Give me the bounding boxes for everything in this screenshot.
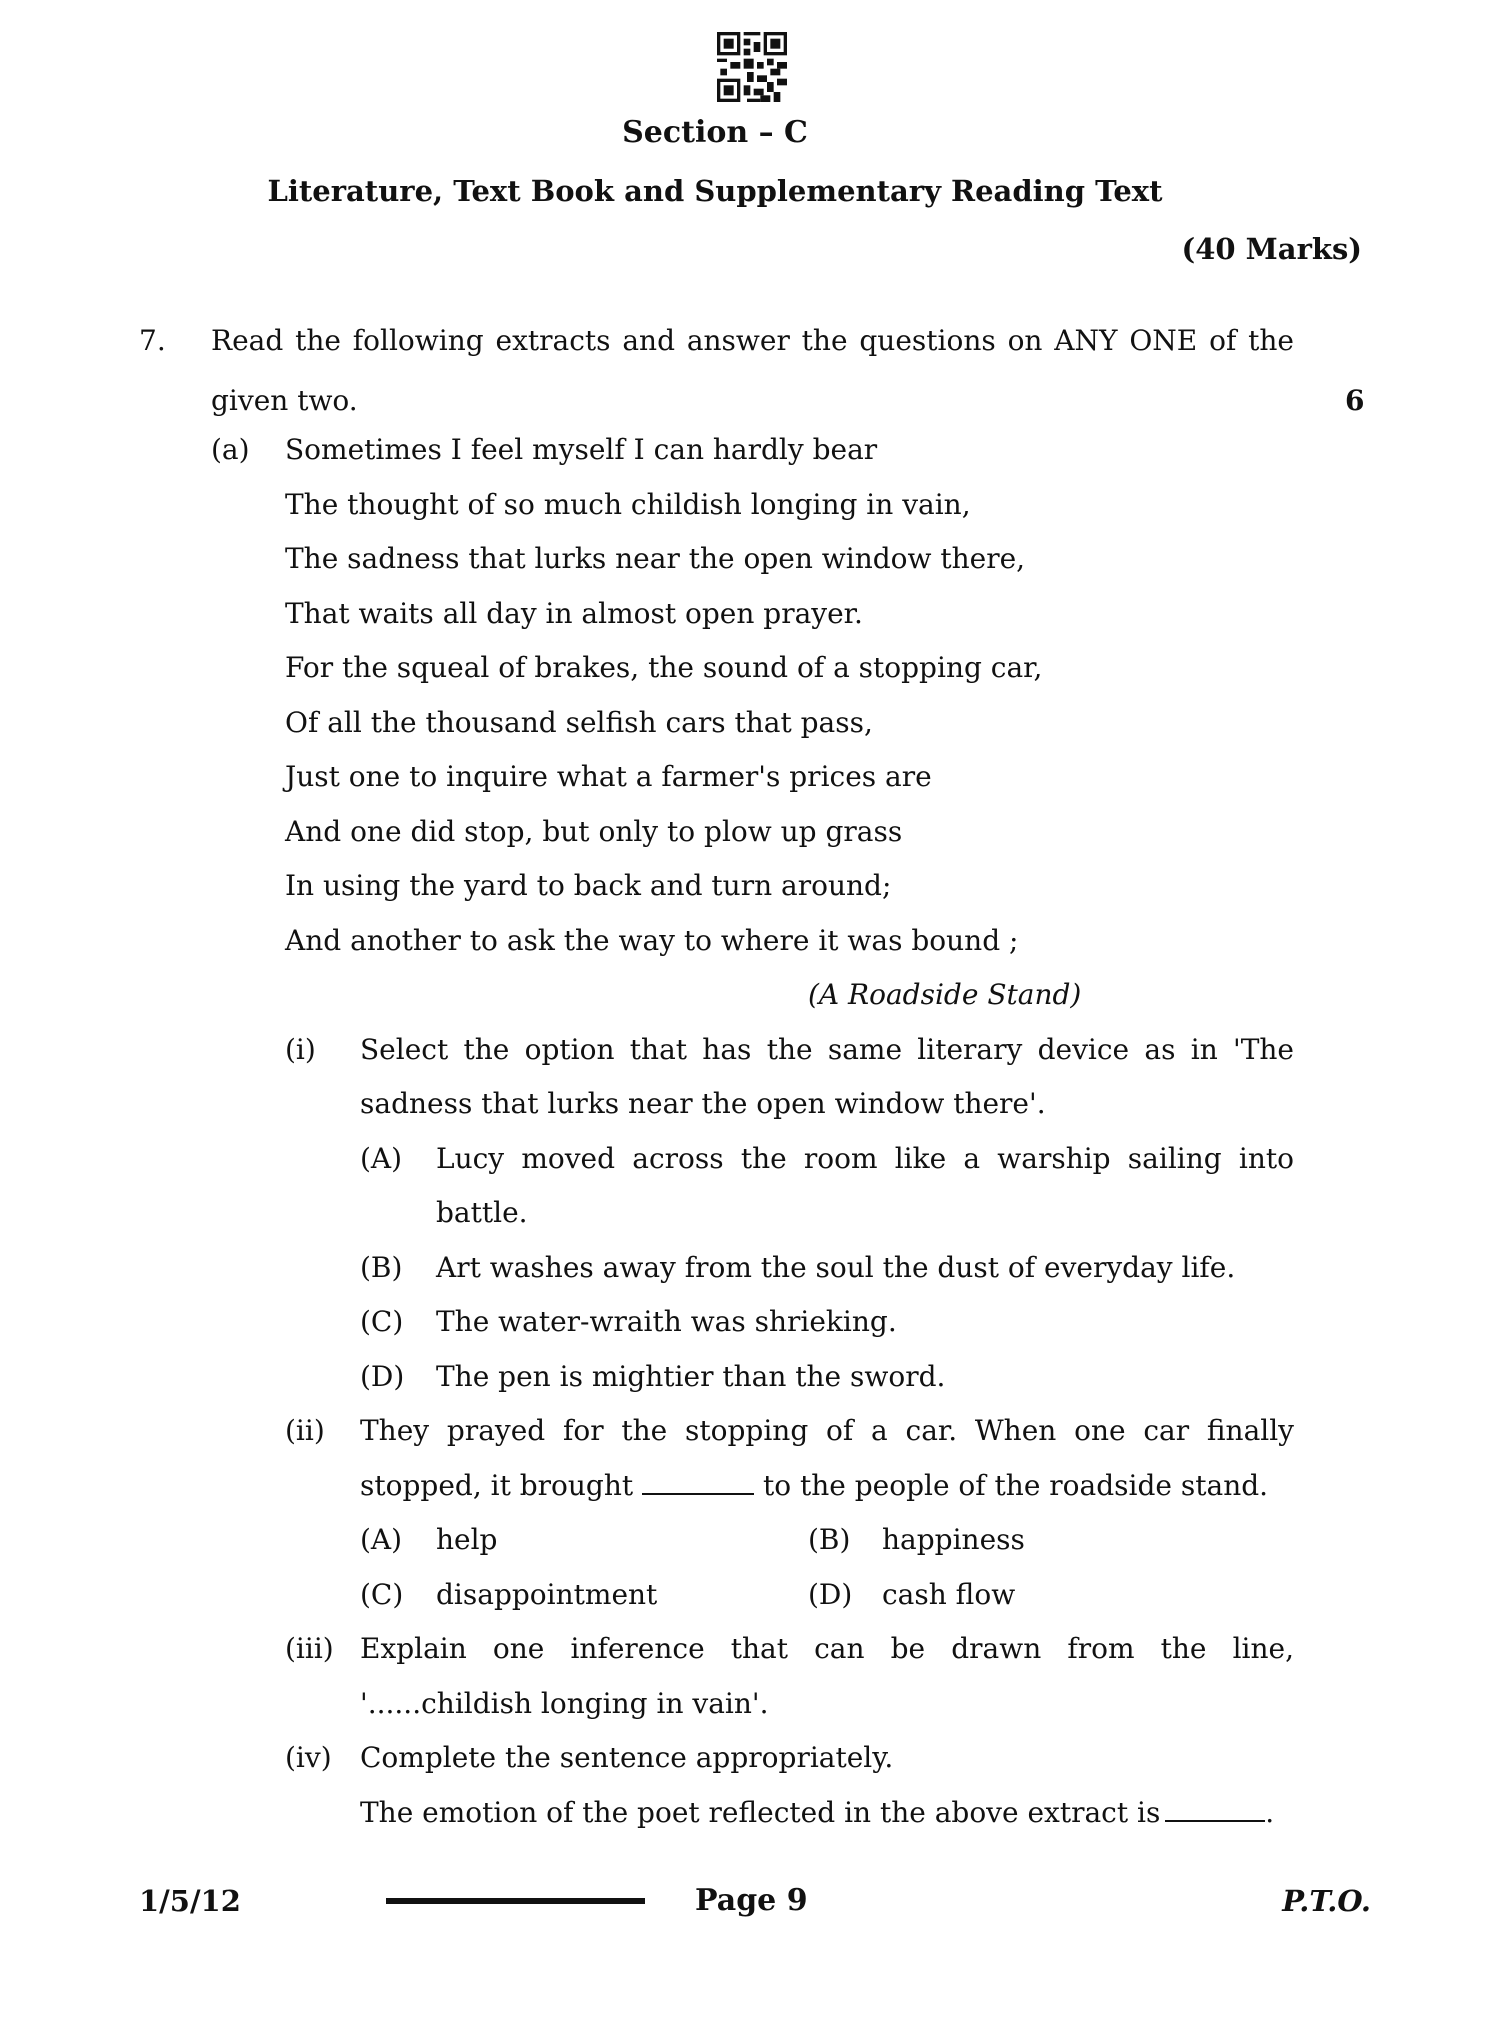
option-text: cash flow bbox=[882, 1577, 1016, 1611]
option-text: disappointment bbox=[436, 1577, 658, 1611]
question-marks: 6 bbox=[1345, 384, 1365, 417]
qr-code-icon bbox=[717, 32, 787, 102]
poem-line: Sometimes I feel myself I can hardly bear bbox=[285, 433, 878, 466]
extract-label: (a) bbox=[211, 433, 250, 466]
option-label: (B) bbox=[808, 1523, 851, 1556]
option-text: Art washes away from the soul the dust of everyday life. bbox=[436, 1250, 1236, 1284]
option-label: (A) bbox=[360, 1523, 403, 1556]
subq-ii-label: (ii) bbox=[285, 1414, 325, 1447]
question-instruction-cont: given two. bbox=[211, 384, 358, 417]
subq-iii-text: Explain one inference that can be drawn from the line, bbox=[360, 1632, 1294, 1665]
text-before-blank: The emotion of the poet reflected in the above extract is bbox=[360, 1795, 1161, 1829]
option-label: (D) bbox=[808, 1577, 853, 1611]
subq-ii-text: They prayed for the stopping of a car. When one car finally bbox=[360, 1414, 1294, 1447]
question-number: 7. bbox=[139, 324, 166, 357]
option-text-cont: battle. bbox=[436, 1196, 528, 1229]
poem-line: The sadness that lurks near the open window there, bbox=[285, 542, 1026, 575]
option-label: (A) bbox=[360, 1141, 403, 1175]
footer-rule bbox=[386, 1898, 645, 1904]
subq-iv-label: (iv) bbox=[285, 1741, 332, 1774]
poem-line: In using the yard to back and turn around; bbox=[285, 869, 892, 902]
answer-blank bbox=[1165, 1819, 1265, 1822]
sentence-end: . bbox=[1265, 1795, 1275, 1829]
poem-line: Just one to inquire what a farmer's prices are bbox=[285, 760, 932, 793]
subq-i-label: (i) bbox=[285, 1032, 316, 1066]
option-label: (D) bbox=[360, 1359, 405, 1393]
option-text: help bbox=[436, 1523, 498, 1556]
subq-i-text: Select the option that has the same literary device as in 'The bbox=[360, 1032, 1294, 1066]
subq-iv-text: Complete the sentence appropriately. bbox=[360, 1741, 894, 1774]
option-text: The water-wraith was shrieking. bbox=[436, 1305, 897, 1338]
subq-iii-label: (iii) bbox=[285, 1632, 334, 1665]
option-text: Lucy moved across the room like a warship sailing into bbox=[436, 1141, 1294, 1175]
section-title: Section – C bbox=[622, 115, 808, 150]
poem-line: That waits all day in almost open prayer. bbox=[285, 596, 863, 630]
poem-line: And another to ask the way to where it was bound ; bbox=[285, 923, 1019, 957]
subq-i-text-cont: sadness that lurks near the open window there'. bbox=[360, 1087, 1046, 1120]
text-before-blank: stopped, it brought bbox=[360, 1468, 634, 1502]
poem-line: Of all the thousand selfish cars that pass, bbox=[285, 705, 873, 739]
option-label: (B) bbox=[360, 1250, 403, 1284]
question-instruction: Read the following extracts and answer the questions on ANY ONE of the bbox=[211, 324, 1294, 357]
subq-iv-text-cont bbox=[360, 1793, 1274, 1833]
section-marks: (40 Marks) bbox=[1181, 232, 1362, 266]
footer-page-number: Page 9 bbox=[695, 1883, 808, 1918]
poem-line: And one did stop, but only to plow up grass bbox=[285, 814, 903, 848]
footer-code: 1/5/12 bbox=[139, 1884, 241, 1918]
option-text: The pen is mightier than the sword. bbox=[436, 1359, 946, 1393]
subq-iii-text-cont: '......childish longing in vain'. bbox=[360, 1686, 769, 1720]
section-subtitle: Literature, Text Book and Supplementary Reading Text bbox=[267, 174, 1163, 208]
footer-pto: P.T.O. bbox=[1282, 1884, 1371, 1918]
poem-source: (A Roadside Stand) bbox=[808, 978, 1082, 1011]
subq-ii-text-cont bbox=[360, 1466, 1268, 1506]
poem-line: The thought of so much childish longing in vain, bbox=[285, 487, 971, 521]
answer-blank bbox=[642, 1492, 754, 1495]
poem-line: For the squeal of brakes, the sound of a stopping car, bbox=[285, 651, 1043, 684]
option-text: happiness bbox=[882, 1523, 1025, 1556]
option-label: (C) bbox=[360, 1305, 404, 1338]
text-after-blank: to the people of the roadside stand. bbox=[762, 1468, 1269, 1502]
option-label: (C) bbox=[360, 1577, 404, 1611]
